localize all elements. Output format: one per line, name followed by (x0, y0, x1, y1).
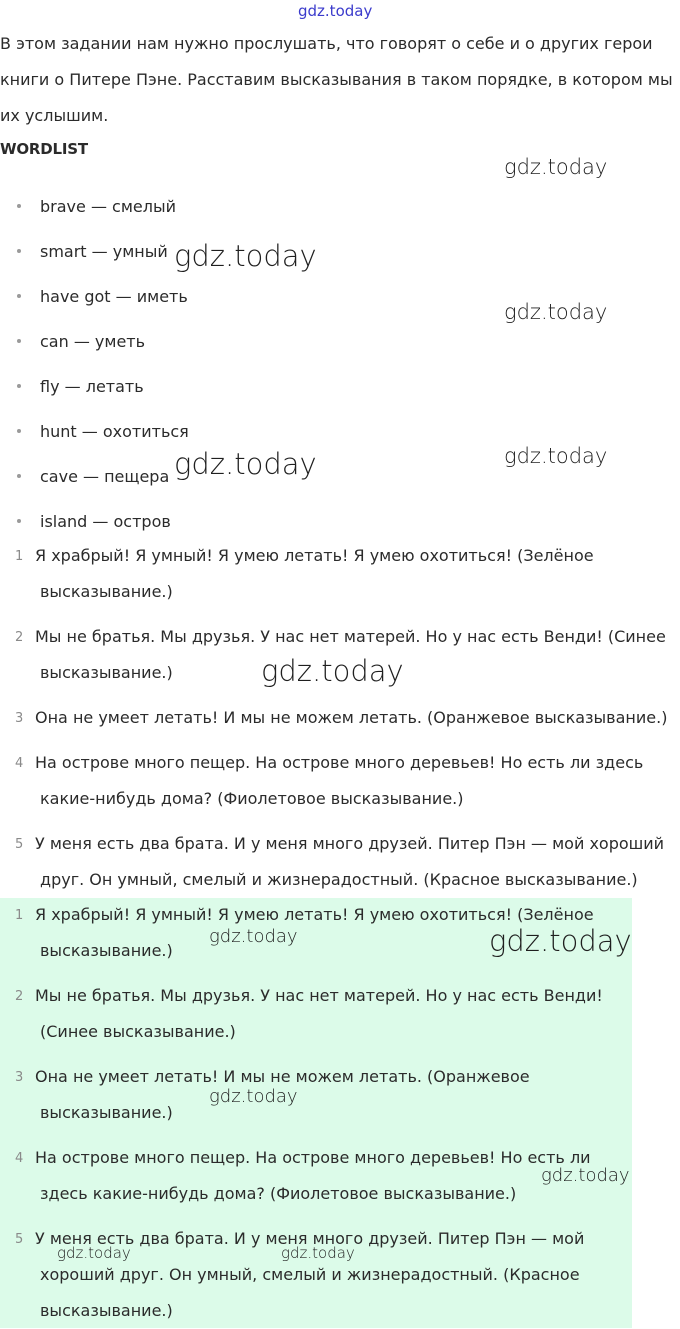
intro-paragraph: В этом задании нам нужно прослушать, что говорят о себе и о других герои книги о Питере Пэне. Расставим высказывания в таком порядке, в котором мы их услышим. (0, 34, 673, 125)
question-number: 3 (15, 711, 24, 726)
bullet-icon (17, 519, 21, 523)
watermark: gdz.today (261, 654, 404, 688)
question-text: Она не умеет летать! И мы не можем летать. (Оранжевое высказывание.) (35, 708, 668, 727)
watermark: gdz.today (504, 444, 608, 468)
watermark: gdz.today (174, 447, 317, 481)
watermark: gdz.today (57, 1244, 131, 1262)
answer-number: 5 (15, 1232, 24, 1247)
answer-text: Она не умеет летать! И мы не можем летать. (Оранжевое высказывание.) (35, 1067, 530, 1122)
wordlist-item-text: fly — летать (40, 377, 144, 396)
wordlist-item-text: smart — умный (40, 242, 168, 261)
wordlist-item-text: hunt — охотиться (40, 422, 189, 441)
bullet-icon (17, 249, 21, 253)
question-text: Мы не братья. Мы друзья. У нас нет матерей. Но у нас есть Венди! (Синее высказывание.) (35, 627, 666, 682)
wordlist-item-text: have got — иметь (40, 287, 188, 306)
answer-text: Я храбрый! Я умный! Я умею летать! Я умею охотиться! (Зелёное высказывание.) (35, 905, 594, 960)
wordlist-item-text: cave — пещера (40, 467, 170, 486)
question-text: У меня есть два брата. И у меня много друзей. Питер Пэн — мой хороший друг. Он умный, смелый и жизнерадостный. (Красное высказывание.) (35, 834, 665, 889)
bullet-icon (17, 294, 21, 298)
bullet-icon (17, 429, 21, 433)
question-number: 4 (15, 756, 24, 771)
answer-number: 1 (15, 908, 24, 923)
watermark: gdz.today (298, 2, 373, 20)
bullet-icon (17, 474, 21, 478)
watermark: gdz.today (174, 239, 317, 273)
question-number: 1 (15, 549, 24, 564)
watermark: gdz.today (209, 1086, 298, 1107)
bullet-icon (17, 339, 21, 343)
watermark: gdz.today (209, 926, 298, 947)
answer-number: 3 (15, 1070, 24, 1085)
question-text: На острове много пещер. На острове много деревьев! Но есть ли здесь какие-нибудь дома? (Фиолетовое высказывание.) (35, 753, 644, 808)
bullet-icon (17, 384, 21, 388)
watermark: gdz.today (489, 924, 632, 958)
watermark: gdz.today (541, 1165, 630, 1186)
question-number: 5 (15, 837, 24, 852)
watermark: gdz.today (504, 155, 608, 179)
wordlist-heading: WORDLIST (0, 140, 88, 158)
answer-text: На острове много пещер. На острове много деревьев! Но есть ли здесь какие-нибудь дома? (Фиолетовое высказывание.) (35, 1148, 591, 1203)
watermark: gdz.today (504, 300, 608, 324)
answer-text: Мы не братья. Мы друзья. У нас нет матерей. Но у нас есть Венди! (Синее высказывание.) (35, 986, 603, 1041)
wordlist-item-text: brave — смелый (40, 197, 176, 216)
question-text: Я храбрый! Я умный! Я умею летать! Я умею охотиться! (Зелёное высказывание.) (35, 546, 594, 601)
answer-number: 2 (15, 989, 24, 1004)
watermark: gdz.today (281, 1244, 355, 1262)
wordlist-item-text: island — остров (40, 512, 171, 531)
bullet-icon (17, 204, 21, 208)
answer-number: 4 (15, 1151, 24, 1166)
wordlist-item-text: can — уметь (40, 332, 146, 351)
question-number: 2 (15, 630, 24, 645)
answer-text: У меня есть два брата. И у меня много друзей. Питер Пэн — мой хороший друг. Он умный, смелый и жизнерадостный. (Красное высказывание.) (35, 1229, 585, 1320)
